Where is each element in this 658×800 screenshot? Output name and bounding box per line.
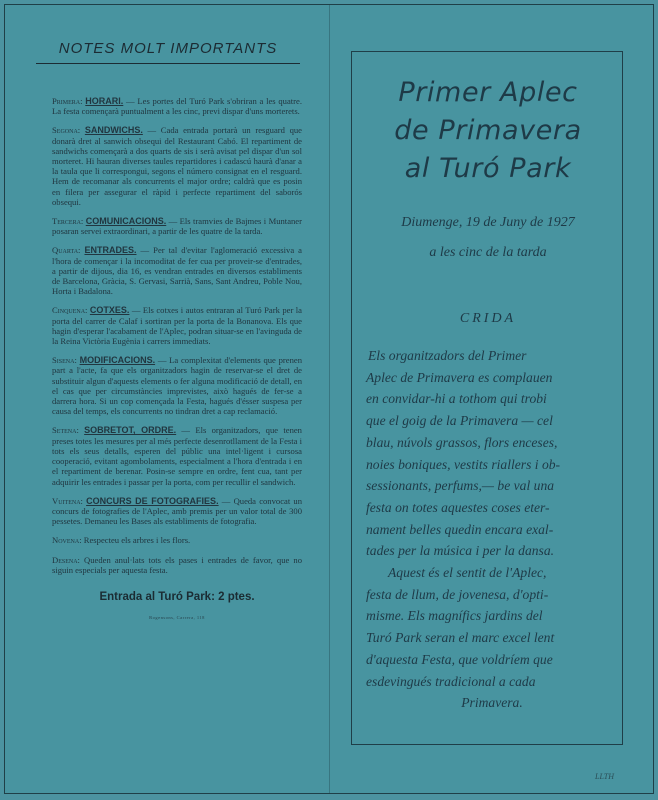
event-time: a les cinc de la tarda: [429, 245, 547, 260]
event-title: [352, 74, 624, 188]
note-item: [52, 535, 302, 545]
note-text: — Per tal d'evitar l'aglomeració excessiva a l'hora de començar i la incomoditat de fer cua per proveir-se d'entrades, a partir de dijous, dia 16, es vendran entrades en diversos establiments de Barcelona, Gràcia, S. Gervasi, Sarrià, Sans, Sant Andreu, Poble Nou, Horta i Badalona.: [52, 245, 302, 297]
note-text: — Queda convocat un concurs de fotografies de l'Aplec, amb premis per un valor total de 300 pessetes. Demaneu les Bases als establiments de fotografia.: [52, 495, 303, 527]
note-ordinal: Sisena:: [52, 355, 77, 366]
note-key: SANDWICHS.: [84, 125, 143, 136]
crida-heading: CRIDA: [459, 311, 517, 326]
note-item: [52, 96, 302, 116]
body-line: blau, núvols grassos, flors enceses,: [366, 434, 558, 450]
note-ordinal: Novena:: [52, 535, 82, 546]
body-line: misme. Els magnífics jardins del: [366, 608, 543, 624]
note-key: CONCURS DE FOTOGRAFIES.: [86, 495, 219, 506]
note-ordinal: Vuitena:: [52, 495, 83, 506]
body-line: que el goig de la Primavera — cel: [366, 413, 553, 429]
event-date: Diumenge, 19 de Juny de 1927: [401, 215, 575, 230]
note-ordinal: Segona:: [52, 125, 81, 136]
body-line: en convidar-hi a tothom qui trobi: [366, 391, 547, 407]
note-text: Queden anul·lats tots els pases i entrades de favor, que no siguin especials per aquesta festa.: [52, 554, 302, 575]
body-line: noies boniques, vestits riallers i ob-: [366, 456, 561, 472]
note-ordinal: Primera:: [52, 96, 83, 106]
body-line: sessionants, perfums,— be val una: [366, 478, 555, 494]
body-line: festa on totes aquestes coses eter-: [366, 499, 550, 515]
body-line: Aplec de Primavera es complauen: [366, 369, 553, 385]
note-ordinal: Desena:: [52, 554, 80, 565]
note-item: [52, 496, 302, 527]
body-line: Aquest és el sentit de l'Aplec,: [388, 565, 547, 581]
notes-heading: NOTES MOLT IMPORTANTS: [36, 40, 300, 64]
entry-price: Entrada al Turó Park: 2 ptes.: [99, 590, 255, 603]
note-key: HORARI.: [85, 96, 124, 106]
body-line: nament belles quedin encara exal-: [366, 521, 554, 537]
archive-stamp: LLTH: [595, 772, 614, 781]
note-text: — Cada entrada portarà un resguard que donarà dret al sanwich obsequi del Restaurant Cabó. El repartiment de sandwichs començarà a dos quarts de sis i serà avisat pel dispar d'un sol morteret. Hi hauran diverses taules repartidores i cadascú haurà d'anar a la taula que li correspongui, segons el número consignat en el resguard. Hem de recomanar als concurrents el major ordre; caldrà que es posin en filera per assegurar el ràpid i perfecte repartiment del saborós obsequi.: [52, 125, 302, 207]
note-key: SOBRETOT, ORDRE.: [84, 425, 177, 436]
note-item: [52, 245, 302, 296]
note-ordinal: Cinquena:: [52, 305, 88, 316]
note-item: [52, 216, 302, 236]
body-line: esdevingués tradicional a cada: [366, 673, 536, 689]
left-panel: [28, 40, 308, 620]
body-line: d'aquesta Festa, que voldríem que: [366, 651, 553, 667]
note-text: — Els organitzadors, que tenen preses totes les mesures per al més perfecte desenrotllament de la Festa i tots els seus detalls, esperen del públic una intel·ligent i cursosa cooperació, evitant agombolaments, especialment a l'hora d'entrada i en el repartiment de berenar. Posin-se sempre en ordre, fent cua, tant per adquirir les entrades i passar per la porta, com per recullir el sandwich.: [52, 425, 302, 487]
body-line: tades per la música i per la dansa.: [366, 543, 555, 559]
note-key: ENTRADES.: [84, 245, 137, 256]
note-text: — La complexitat d'elements que prenen part a l'acte, fa que els organitzadors hagin de reservar-se el dret de substituir algun d'aquests elements o fer alguna modificació de detall, en el cas que per circumstàncies imprevistes, això hagués de fer-se a darrera hora. Si un cop començada la Festa, hagués d'ésser suspesa per causa del temps, els concurrents no tindran dret a cap reclamació.: [52, 355, 302, 417]
body-line: Primavera.: [461, 695, 523, 711]
note-item: [52, 305, 302, 346]
note-item: [52, 425, 302, 486]
note-item: [52, 555, 302, 575]
title-line: de Primavera: [394, 115, 582, 146]
body-line: festa de llum, de jovenesa, d'opti-: [366, 586, 549, 602]
note-text: — Les portes del Turó Park s'obriran a les quatre. La festa començarà puntualment a les cinc, previ dispar d'uns morterets.: [52, 96, 302, 117]
right-panel: [351, 51, 623, 745]
notes-list: [28, 96, 308, 575]
center-fold: [329, 4, 330, 794]
note-ordinal: Setena:: [52, 425, 79, 436]
note-item: [52, 125, 302, 207]
note-text: Respecteu els arbres i les flors.: [83, 535, 191, 546]
crida-body: [366, 345, 618, 714]
printer-imprint: Rogensons, Carrera, 118: [149, 614, 205, 620]
note-ordinal: Tercera:: [52, 216, 84, 227]
note-key: COTXES.: [89, 305, 130, 316]
note-text: — Els tramvies de Bajmes i Muntaner posaran servei extraordinari, a partir de les quatre de la tarda.: [52, 216, 302, 237]
note-ordinal: Quarta:: [52, 245, 81, 256]
note-key: MODIFICACIONS.: [79, 355, 156, 366]
note-text: — Els cotxes i autos entraran al Turó Park per la porta del carrer de Calaf i sortiran per la porta de la Bonanova. Els que hagin d'esperar l'acabament de l'Aplec, podran situar-se en l'avinguda de la Reina Victòria Eugènia i carrers immediats.: [52, 305, 302, 347]
body-line: Turó Park seran el marc excel lent: [366, 630, 555, 646]
note-item: [52, 355, 302, 416]
note-key: COMUNICACIONS.: [85, 216, 167, 227]
title-line: al Turó Park: [404, 153, 572, 184]
title-line: Primer Aplec: [398, 77, 578, 108]
body-line: Els organitzadors del Primer: [368, 348, 527, 363]
